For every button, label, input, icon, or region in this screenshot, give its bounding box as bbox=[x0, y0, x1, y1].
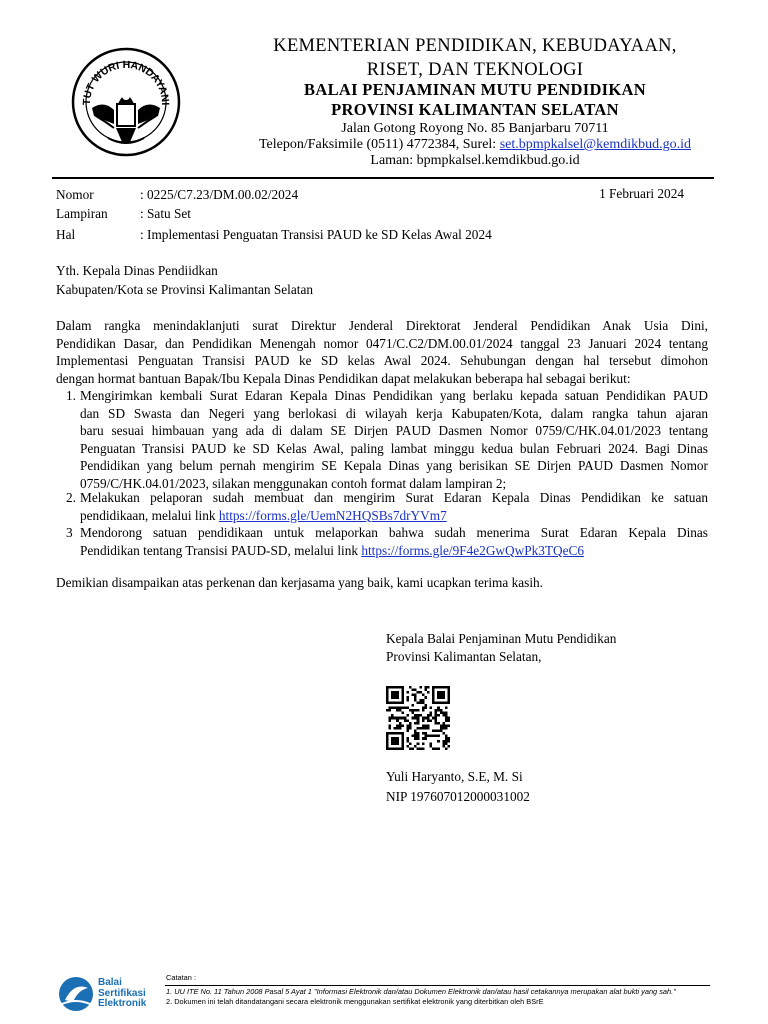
signatory-nip: NIP 197607012000031002 bbox=[386, 789, 530, 804]
item-line bbox=[80, 542, 708, 560]
item-line: 0759/C/HK.04.01/2023, silakan menggunakan contoh format dalam lampiran 2; bbox=[80, 475, 507, 491]
nomor-value: : 0225/C7.23/DM.00.02/2024 bbox=[140, 187, 299, 202]
office-website: Laman: bpmpkalsel.kemdikbud.go.id bbox=[370, 153, 580, 168]
office-address: Jalan Gotong Royong No. 85 Banjarbaru 70711 bbox=[341, 121, 609, 136]
qr-code-icon bbox=[386, 686, 450, 750]
closing-text: Demikian disampaikan atas perkenan dan kerjasama yang baik, kami ucapkan terima kasih. bbox=[56, 575, 544, 590]
svg-text:TUT WURI HANDAYANI: TUT WURI HANDAYANI bbox=[80, 58, 172, 106]
list-item-3 bbox=[66, 524, 708, 559]
footer-note1: 1. UU ITE No. 11 Tahun 2008 Pasal 5 Ayat 1 "Informasi Elektronik dan/atau Dokumen Elektronik dan/atau hasil cetakannya merupakan alat bukti yang sah." bbox=[166, 987, 676, 996]
intro-line: Pendidikan Dasar, dan Pendidikan Menengah nomor 0471/C.C2/DM.00.01/2024 tanggal 23 Januari 2024 tentang bbox=[56, 335, 708, 351]
footer-divider bbox=[165, 985, 710, 986]
bsre-line: Elektronik bbox=[98, 998, 147, 1009]
office-name-line1: BALAI PENJAMINAN MUTU PENDIDIKAN bbox=[304, 80, 646, 99]
phone-text: Telepon/Faksimile (0511) 4772384, Surel: bbox=[258, 137, 497, 152]
signatory-title1: Kepala Balai Penjaminan Mutu Pendidikan bbox=[386, 631, 617, 646]
bsre-line: Sertifikasi bbox=[98, 987, 146, 999]
item-line: Melakukan pelaporan sudah membuat dan mengirim Surat Edaran Kepala Dinas Pendidikan ke satuan bbox=[80, 490, 708, 505]
office-name-line2: PROVINSI KALIMANTAN SELATAN bbox=[331, 100, 619, 119]
intro-line: Dalam rangka menindaklanjuti surat Direktur Jenderal Direktorat Jenderal Pendidikan Anak Usia Dini, bbox=[56, 318, 708, 333]
item-text: Pendidikan tentang Transisi PAUD-SD, melalui link bbox=[80, 542, 362, 558]
item-line: dan SD Swasta dan Negeri yang berlokasi di wilayah kerja Kabupaten/Kota, dalam rangka tahun ajaran bbox=[80, 405, 708, 421]
item-line: Mengirimkan kembali Surat Edaran Kepala Dinas Pendidikan yang berlaku kepada satuan Pendidikan PAUD bbox=[80, 388, 708, 403]
recipient-line1: Yth. Kepala Dinas Pendiidkan bbox=[56, 263, 218, 278]
item-line bbox=[80, 507, 708, 525]
letter-date: 1 Februari 2024 bbox=[599, 186, 684, 201]
lampiran-label: Lampiran bbox=[56, 206, 108, 221]
intro-line: dengan hormat bantuan Bapak/Ibu Kepala Dinas Pendidikan dapat melakukan beberapa hal sebagai berikut: bbox=[56, 370, 631, 386]
bsre-line: Balai bbox=[98, 977, 122, 988]
intro-paragraph bbox=[56, 317, 708, 387]
report-form-link[interactable]: https://forms.gle/UemN2HQSBs7drYVm7 bbox=[218, 507, 447, 523]
receipt-form-link[interactable]: https://forms.gle/9F4e2GwQwPk3TQeC6 bbox=[361, 542, 585, 558]
nomor-label: Nomor bbox=[56, 187, 94, 202]
recipient-line2: Kabupaten/Kota se Provinsi Kalimantan Selatan bbox=[56, 282, 314, 297]
bsre-logo-icon bbox=[56, 974, 96, 1014]
ministry-name-line2: RISET, DAN TEKNOLOGI bbox=[366, 60, 584, 80]
signatory-name: Yuli Haryanto, S.E, M. Si bbox=[386, 769, 523, 784]
hal-value: : Implementasi Penguatan Transisi PAUD ke SD Kelas Awal 2024 bbox=[140, 227, 492, 242]
hal-label: Hal bbox=[56, 227, 76, 242]
bsre-logo-text bbox=[98, 978, 146, 1010]
footer-catatan: Catatan : bbox=[166, 973, 196, 982]
email-link[interactable]: set.bpmpkalsel@kemdikbud.go.id bbox=[499, 137, 692, 152]
list-number: 2. bbox=[66, 490, 76, 505]
office-contact bbox=[180, 137, 768, 153]
list-number: 3 bbox=[66, 525, 73, 540]
signatory-title2: Provinsi Kalimantan Selatan, bbox=[386, 649, 542, 664]
ministry-name-line1: KEMENTERIAN PENDIDIKAN, KEBUDAYAAN, bbox=[273, 36, 677, 56]
item-line: Penguatan Transisi PAUD ke SD Kelas Awal, paling lambat minggu kedua bulan Februari 2024. Bagi Dinas bbox=[80, 440, 708, 456]
letterhead-divider bbox=[52, 177, 714, 179]
tut-wuri-handayani-logo bbox=[70, 46, 182, 158]
item-text: pendidikaan, melalui link bbox=[80, 507, 219, 523]
item-line: Pendidikan yang belum pernah mengirim SE Kepala Dinas yang berisikan SE Dirjen PAUD Dasmen Nomor bbox=[80, 458, 708, 474]
list-item-1 bbox=[66, 387, 708, 493]
list-number: 1. bbox=[66, 388, 76, 403]
list-item-2 bbox=[66, 489, 708, 524]
intro-line: Implementasi Penguatan Transisi PAUD ke SD kelas Awal 2024. Sehubungan dengan hal tersebut dimohon bbox=[56, 353, 708, 369]
lampiran-value: : Satu Set bbox=[140, 206, 191, 221]
item-line: baru sesuai himbauan yang ada di dalam SE Dirjen PAUD Dasmen Nomor 0759/C/HK.04.01/2023 tentang bbox=[80, 423, 708, 439]
footer-note2: 2. Dokumen ini telah ditandatangani secara elektronik menggunakan sertifikat elektronik yang diterbitkan oleh BSrE bbox=[166, 997, 544, 1006]
item-line: Mendorong satuan pendidikaan untuk melaporkan bahwa sudah menerima Surat Edaran Kepala Dinas bbox=[80, 525, 708, 540]
